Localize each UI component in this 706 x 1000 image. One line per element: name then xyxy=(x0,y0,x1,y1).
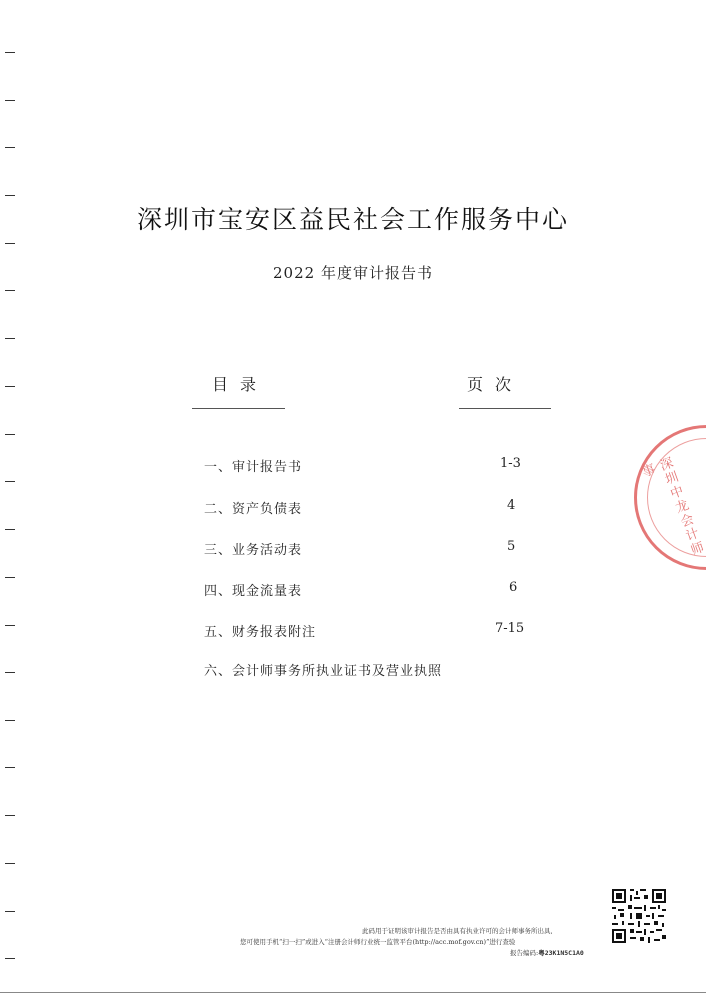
toc-page-audit-report: 1-3 xyxy=(500,456,521,471)
report-code-label: 报告编码: xyxy=(510,949,539,957)
verification-note-line1: 此码用于证明该审计报告是否由具有执业许可的会计师事务所出具, xyxy=(362,927,553,935)
toc-heading-underline-right xyxy=(459,408,551,409)
qr-code-icon[interactable] xyxy=(610,887,668,945)
document-title: 深圳市宝安区益民社会工作服务中心 xyxy=(136,205,569,234)
binding-margin-marks xyxy=(5,0,17,1000)
toc-item-cash-flow: 四、现金流量表 xyxy=(204,584,303,599)
toc-page-cash-flow: 6 xyxy=(509,580,518,595)
red-seal-stamp xyxy=(634,425,706,570)
toc-item-notes: 五、财务报表附注 xyxy=(204,625,317,640)
toc-page-activity-statement: 5 xyxy=(507,539,516,554)
verification-note-line2: 您可使用手机“扫一扫”或进入“注册会计师行业统一监管平台(http://acc.mof.gov.cn)”进行查验 xyxy=(240,938,516,946)
toc-item-balance-sheet: 二、资产负债表 xyxy=(204,502,303,517)
toc-page-notes: 7-15 xyxy=(495,621,525,636)
toc-heading-contents: 目录 xyxy=(212,375,269,394)
report-code-value: 粤23K1N5C1A0 xyxy=(538,949,584,957)
toc-heading-pages: 页次 xyxy=(467,375,524,394)
toc-item-activity-statement: 三、业务活动表 xyxy=(204,543,303,558)
toc-item-audit-report: 一、审计报告书 xyxy=(204,460,303,475)
toc-item-licenses: 六、会计师事务所执业证书及营业执照 xyxy=(204,664,443,679)
toc-page-balance-sheet: 4 xyxy=(507,498,516,513)
report-code xyxy=(510,948,584,957)
toc-heading-underline-left xyxy=(192,408,285,409)
page-bottom-edge xyxy=(0,992,706,993)
document-subtitle: 2022 年度审计报告书 xyxy=(273,264,433,282)
seal-text: 深圳中龙会计师事 xyxy=(637,455,706,560)
